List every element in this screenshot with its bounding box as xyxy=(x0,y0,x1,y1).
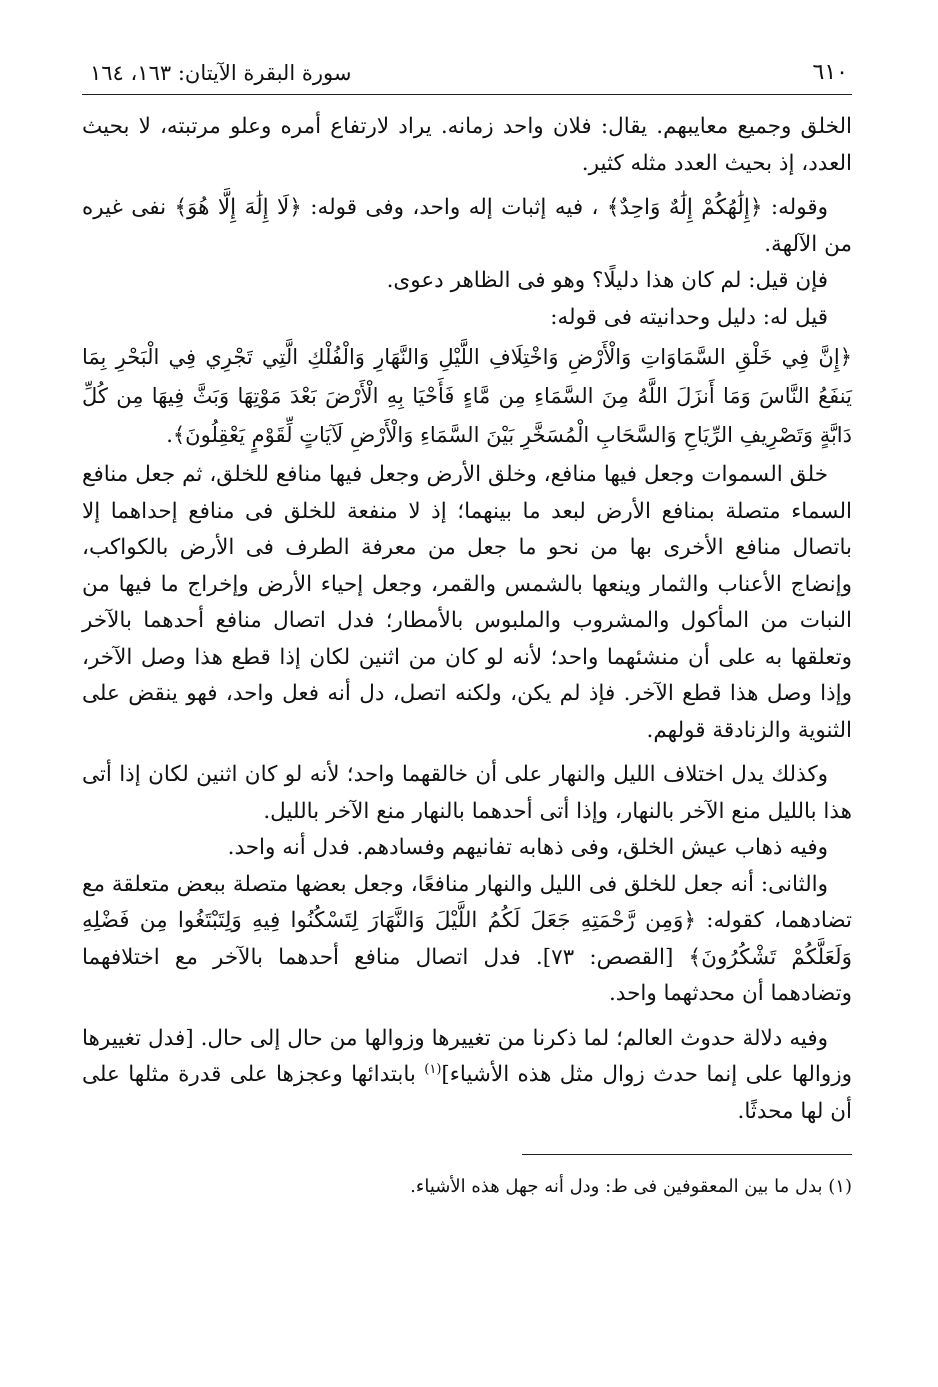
quran-verse: ﴿إِنَّ فِي خَلْقِ السَّمَاوَاتِ وَالْأَرْضِ وَاخْتِلَافِ اللَّيْلِ وَالنَّهَارِ وَالْفُلْكِ الَّتِي تَجْرِي فِي الْبَحْرِ بِمَا يَنفَعُ النَّاسَ وَمَا أَنزَلَ اللَّهُ مِنَ السَّمَاءِ مِن مَّاءٍ فَأَحْيَا بِهِ الْأَرْضَ بَعْدَ مَوْتِهَا وَبَثَّ فِيهَا مِن كُلِّ دَابَّةٍ وَتَصْرِيفِ الرِّيَاحِ وَالسَّحَابِ الْمُسَخَّرِ بَيْنَ السَّمَاءِ وَالْأَرْضِ لَآيَاتٍ لِّقَوْمٍ يَعْقِلُونَ﴾. xyxy=(82,345,852,447)
page-body xyxy=(82,109,852,1130)
paragraph-4: قيل له: دليل وحدانيته فى قوله: xyxy=(550,304,828,330)
paragraph-9-text-a: وفيه دلالة حدوث العالم؛ لما ذكرنا من تغييرها وزوالها من حال إلى حال. [فدل تغييرها وزوالها على إنما حدث زوال مثل هذه الأشياء] xyxy=(82,1025,852,1087)
page-number: ٦١٠ xyxy=(812,60,848,85)
footnote-reference: (١) xyxy=(424,1061,442,1077)
paragraph-3: فإن قيل: لم كان هذا دليلًا؟ وهو فى الظاهر دعوى. xyxy=(386,268,828,293)
paragraph-6: وكذلك يدل اختلاف الليل والنهار على أن خالقهما واحد؛ لأنه لو كان اثنين لكان إذا أتى هذا بالليل منع الآخر بالنهار، وإذا أتى أحدهما بالنهار منع الآخر بالليل. xyxy=(82,762,852,824)
footnote-separator xyxy=(522,1154,852,1155)
paragraph-9-text-b: بابتدائها وعجزها على قدرة مثلها على أن لها محدثًا. xyxy=(82,1062,852,1124)
paragraph-1: الخلق وجميع معايبهم. يقال: فلان واحد زمانه. يراد لارتفاع أمره وعلو مرتبته، لا بحيث العدد، إذ بحيث العدد مثله كثير. xyxy=(82,114,852,176)
paragraph-7: وفيه ذهاب عيش الخلق، وفى ذهابه تفانيهم وفسادهم. فدل أنه واحد. xyxy=(227,835,828,860)
paragraph-9 xyxy=(82,1021,852,1131)
running-header xyxy=(82,58,852,95)
paragraph-5: خلق السموات وجعل فيها منافع، وخلق الأرض وجعل فيها منافع للخلق، ثم جعل منافع السماء متصلة بمنافع الأرض لبعد ما بينهما؛ إذ لا منفعة للخلق فى منافع إحداهما إلا باتصال منافع الأخرى بها من نحو ما جعل من معرفة الطرف فى الأرض بالكواكب، وإنضاج الأعناب والثمار وينعها بالشمس والقمر، وجعل إحياء الأرض وإخراج ما فيها من النبات من المأكول والمشروب والملبوس بالأمطار؛ فدل اتصال منافع أحدهما بالآخر وتعلقها به على أن منشئهما واحد؛ لأنه لو كان من اثنين لكان إذا قطع هذا وصل الآخر، وإذا وصل هذا قطع الآخر. فإذ لم يكن، ولكنه اتصل، دل أنه فعل واحد، فهو ينقض على الثنوية والزنادقة قولهم. xyxy=(82,462,852,743)
footnote: (١) بدل ما بين المعقوفين فى ط: ودل أنه جهل هذه الأشياء. xyxy=(410,1176,852,1197)
paragraph-8: والثانى: أنه جعل للخلق فى الليل والنهار منافعًا، وجعل بعضها متصلة ببعض متعلقة مع تضادهما، كقوله: ﴿وَمِن رَّحْمَتِهِ جَعَلَ لَكُمُ اللَّيْلَ وَالنَّهَارَ لِتَسْكُنُوا فِيهِ وَلِتَبْتَغُوا مِن فَضْلِهِ وَلَعَلَّكُمْ تَشْكُرُونَ﴾ [القصص: ٧٣]. فدل اتصال منافع أحدهما بالآخر مع اختلافهما وتضادهما أن محدثهما واحد. xyxy=(82,871,852,1006)
running-title: سورة البقرة الآيتان: ١٦٣، ١٦٤ xyxy=(90,61,352,85)
paragraph-2: وقوله: ﴿إِلَٰهُكُمْ إِلَٰهٌ وَاحِدٌ﴾ ، فيه إثبات إله واحد، وفى قوله: ﴿لَا إِلَٰهَ إِلَّا هُوَ﴾ نفى غيره من الآلهة. xyxy=(82,195,852,257)
